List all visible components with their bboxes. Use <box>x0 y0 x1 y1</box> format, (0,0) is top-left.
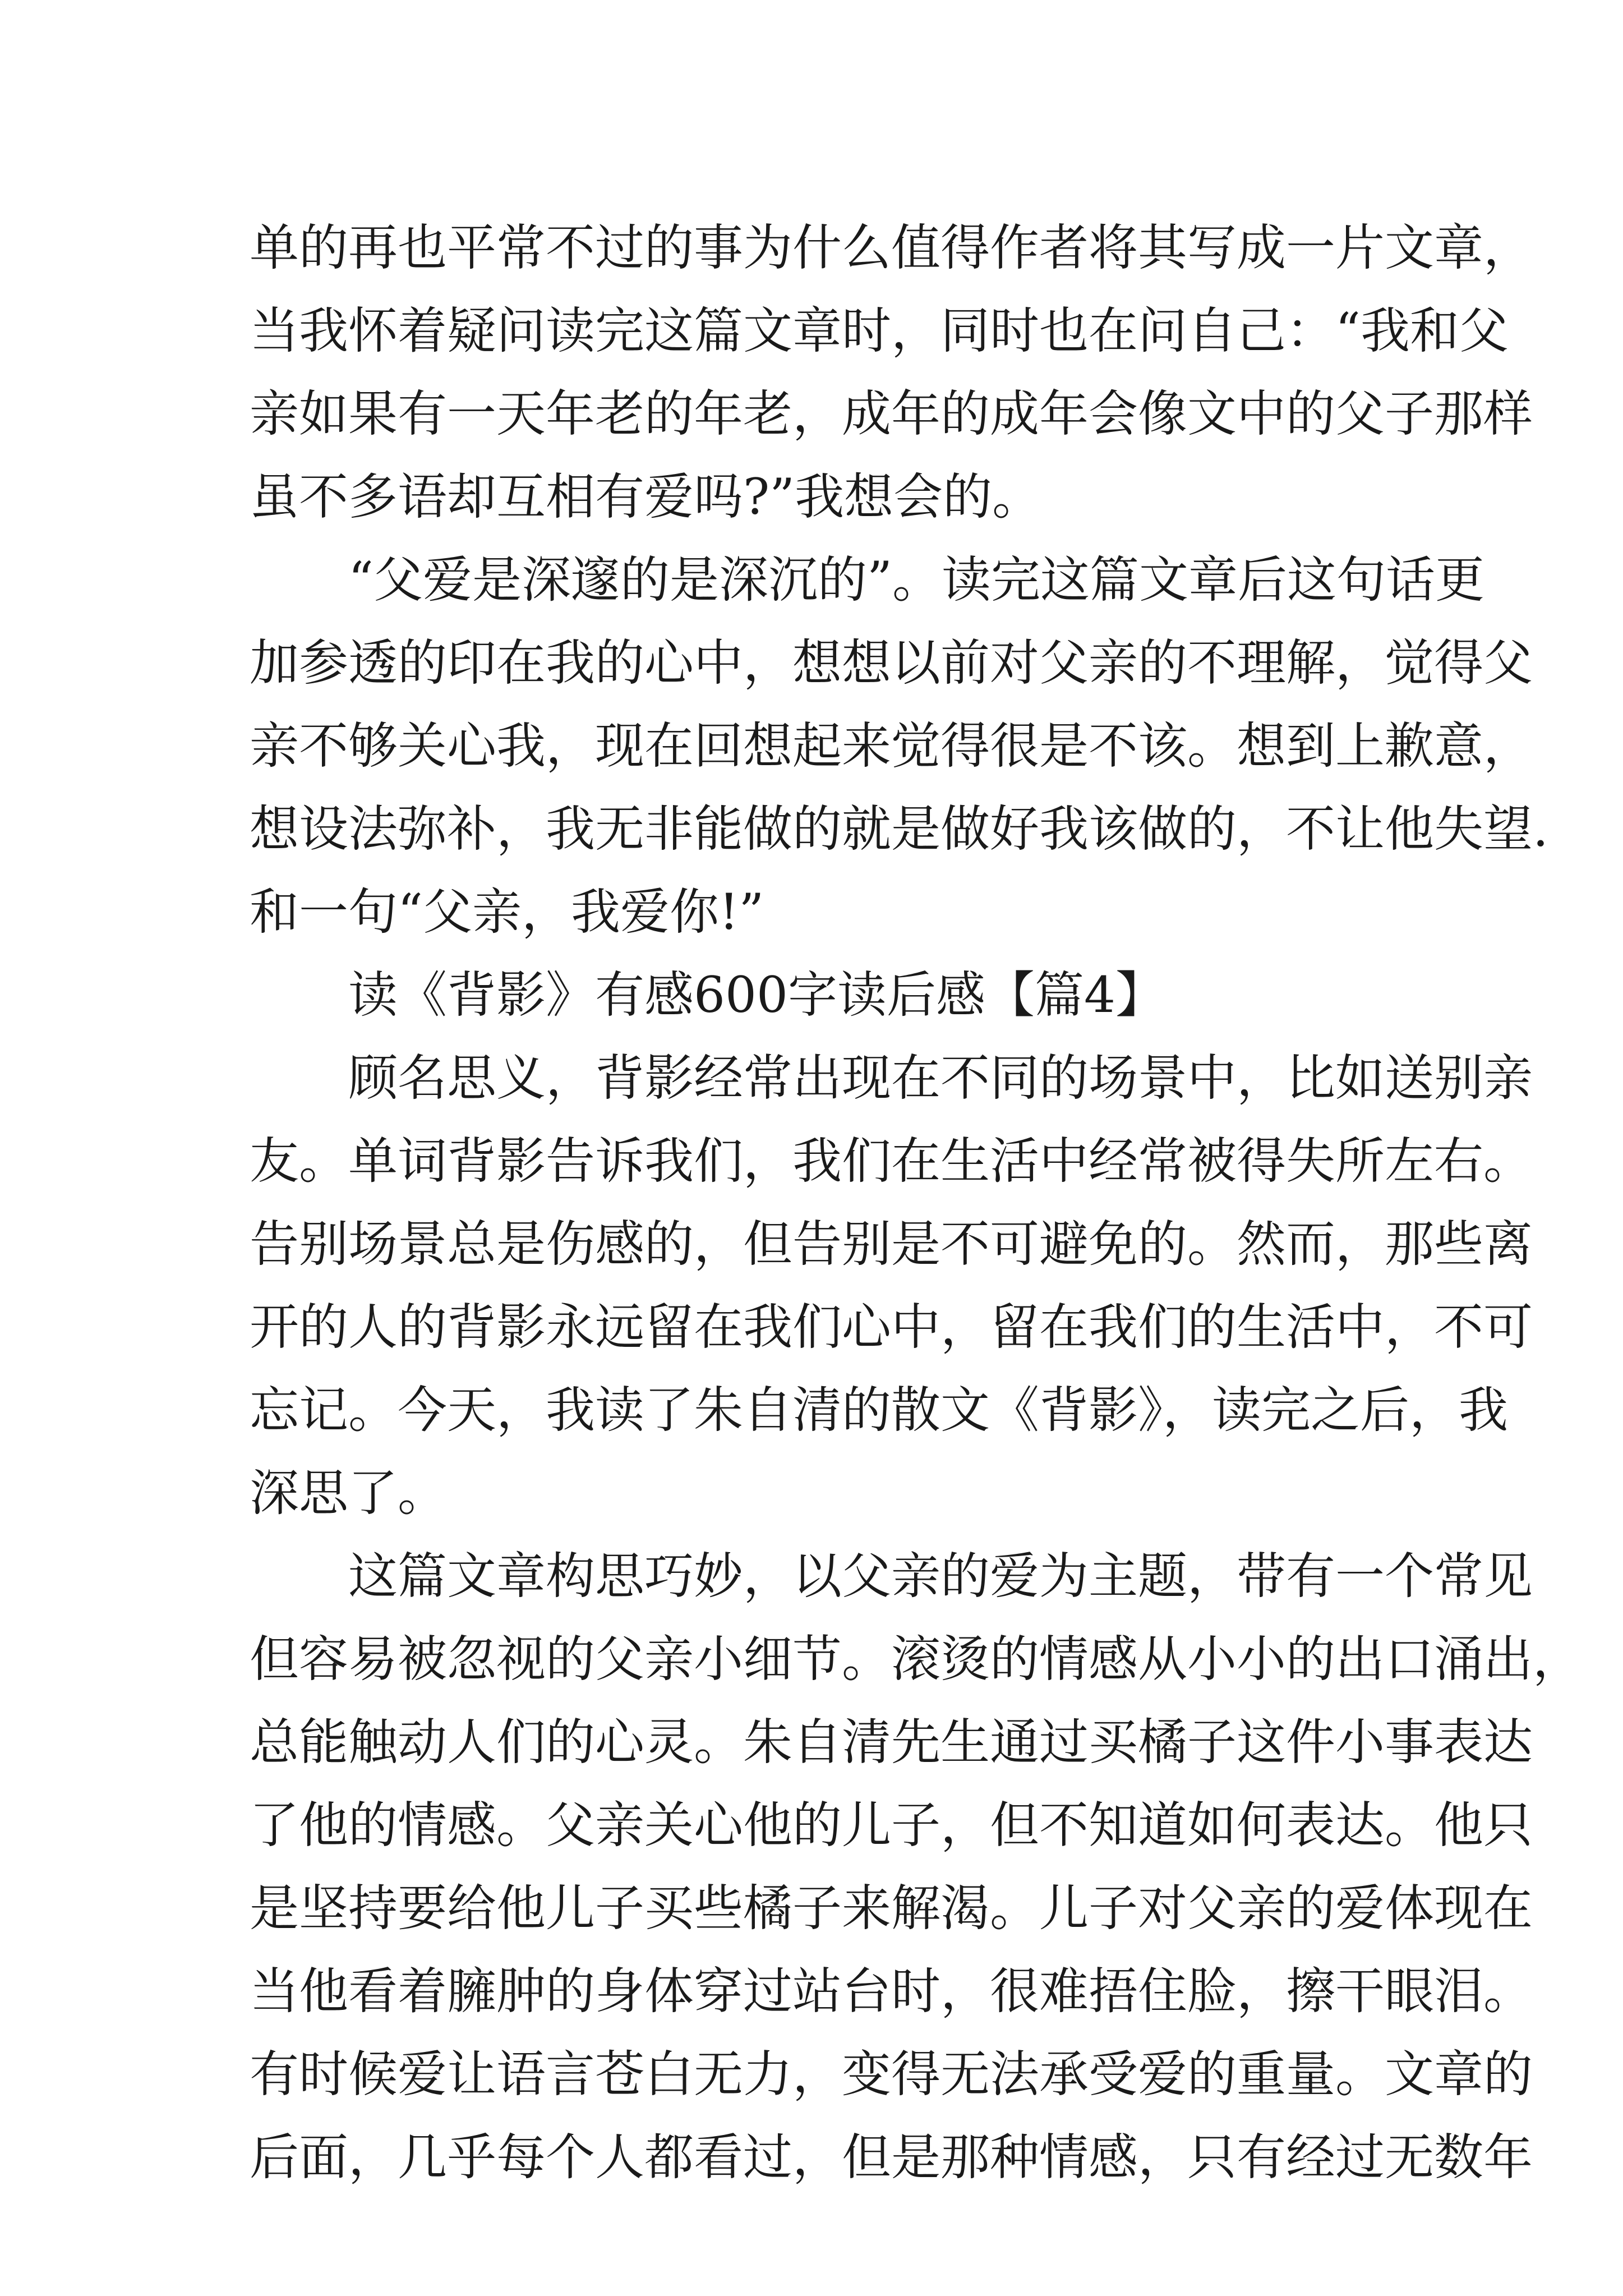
body-text <box>250 206 1583 2199</box>
text-line: 但容易被忽视的父亲小细节。滚烫的情感从小小的出口涌出， <box>250 1630 1583 1688</box>
text-line: 后面，几乎每个人都看过，但是那种情感，只有经过无数年 <box>250 2128 1533 2186</box>
text-line: 单的再也平常不过的事为什么值得作者将其写成一片文章， <box>250 219 1533 277</box>
text-line: 当他看着臃肿的身体穿过站台时，很难捂住脸，擦干眼泪。 <box>250 1962 1533 2020</box>
text-line: 亲如果有一天年老的年老，成年的成年会像文中的父子那样 <box>250 385 1533 443</box>
text-line: 告别场景总是伤感的，但告别是不可避免的。然而，那些离 <box>250 1215 1533 1273</box>
text-line: 是坚持要给他儿子买些橘子来解渴。儿子对父亲的爱体现在 <box>250 1879 1533 1937</box>
text-line: 忘记。今天，我读了朱自清的散文《背影》，读完之后，我 <box>250 1381 1509 1439</box>
text-line: 虽不多语却互相有爱吗?”我想会的。 <box>250 468 1042 526</box>
text-line: 亲不够关心我，现在回想起来觉得很是不该。想到上歉意， <box>250 717 1533 775</box>
text-line: 总能触动人们的心灵。朱自清先生通过买橘子这件小事表达 <box>250 1713 1533 1771</box>
section-heading: 读《背影》有感600字读后感【篇4】 <box>348 966 1165 1024</box>
text-line: 当我怀着疑问读完这篇文章时，同时也在问自己：“我和父 <box>250 302 1509 360</box>
text-line: 开的人的背影永远留在我们心中，留在我们的生活中，不可 <box>250 1298 1533 1356</box>
text-line: “父爱是深邃的是深沉的”。读完这篇文章后这句话更 <box>348 551 1484 609</box>
text-line: 和一句“父亲，我爱你!” <box>250 883 764 941</box>
text-line: 友。单词背影告诉我们，我们在生活中经常被得失所左右。 <box>250 1132 1533 1190</box>
text-line: 深思了。 <box>250 1464 448 1522</box>
text-line: 有时候爱让语言苍白无力，变得无法承受爱的重量。文章的 <box>250 2045 1533 2103</box>
text-line: 顾名思义，背影经常出现在不同的场景中，比如送别亲 <box>348 1049 1533 1107</box>
text-line: 这篇文章构思巧妙，以父亲的爱为主题，带有一个常见 <box>348 1547 1533 1605</box>
text-line: 加参透的印在我的心中，想想以前对父亲的不理解，觉得父 <box>250 634 1533 692</box>
text-line: 了他的情感。父亲关心他的儿子，但不知道如何表达。他只 <box>250 1796 1533 1854</box>
text-line: 想设法弥补，我无非能做的就是做好我该做的，不让他失望. <box>250 800 1548 858</box>
